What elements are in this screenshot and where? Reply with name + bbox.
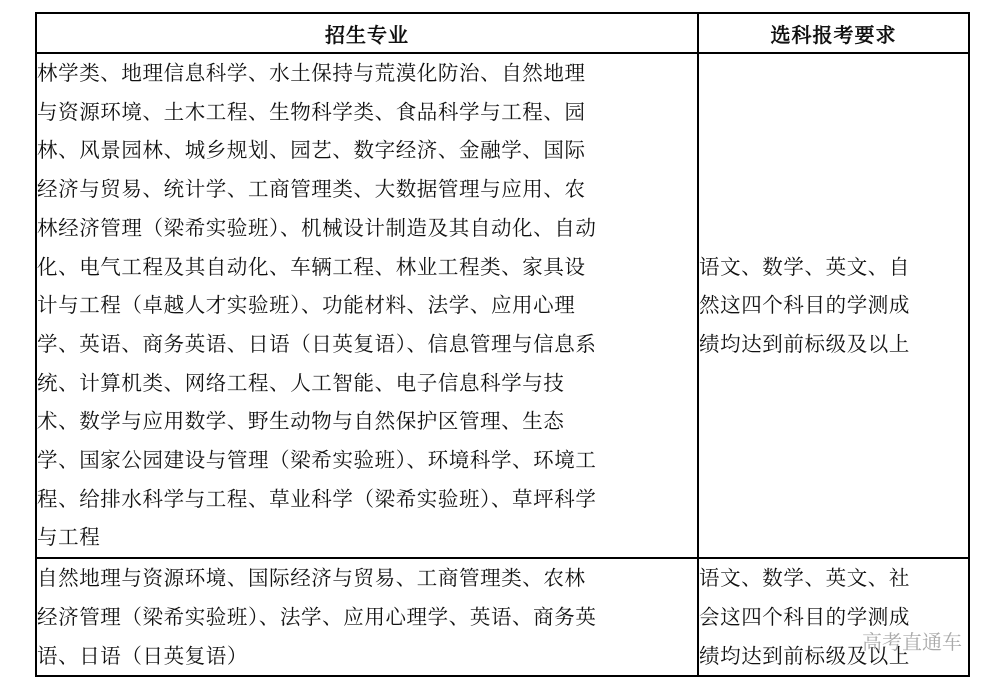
table-row xyxy=(36,558,969,676)
requirement-line: 然这四个科目的学测成 xyxy=(699,293,910,318)
majors-line: 统、计算机类、网络工程、人工智能、电子信息科学与技 xyxy=(37,370,565,395)
majors-line: 语、日语（日英复语） xyxy=(37,643,248,668)
majors-line: 与工程 xyxy=(37,525,101,550)
requirement-line: 语文、数学、英文、自 xyxy=(699,254,910,279)
requirement-cell xyxy=(698,558,969,676)
requirement-line: 会这四个科目的学测成 xyxy=(699,604,910,629)
majors-line: 计与工程（卓越人才实验班）、功能材料、法学、应用心理 xyxy=(37,293,576,318)
majors-cell xyxy=(36,53,698,558)
majors-line: 术、数学与应用数学、野生动物与自然保护区管理、生态 xyxy=(37,409,565,434)
majors-line: 林、风景园林、城乡规划、园艺、数字经济、金融学、国际 xyxy=(37,138,586,163)
majors-line: 程、给排水科学与工程、草业科学（梁希实验班）、草坪科学 xyxy=(37,486,597,511)
table-row xyxy=(36,53,969,558)
majors-line: 与资源环境、土木工程、生物科学类、食品科学与工程、园 xyxy=(37,99,586,124)
requirement-line: 语文、数学、英文、社 xyxy=(699,566,910,591)
majors-line: 学、英语、商务英语、日语（日英复语）、信息管理与信息系 xyxy=(37,331,597,356)
majors-line: 自然地理与资源环境、国际经济与贸易、工商管理类、农林 xyxy=(37,566,586,591)
requirement-line: 绩均达到前标级及以上 xyxy=(699,643,910,668)
header-major: 招生专业 xyxy=(36,13,698,53)
majors-line: 经济与贸易、统计学、工商管理类、大数据管理与应用、农 xyxy=(37,177,586,202)
majors-line: 学、国家公园建设与管理（梁希实验班）、环境科学、环境工 xyxy=(37,448,597,473)
majors-line: 林经济管理（梁希实验班）、机械设计制造及其自动化、自动 xyxy=(37,215,597,240)
majors-line: 化、电气工程及其自动化、车辆工程、林业工程类、家具设 xyxy=(37,254,586,279)
watermark-text: 高考直通车 xyxy=(862,630,962,654)
majors-cell xyxy=(36,558,698,676)
majors-line: 林学类、地理信息科学、水土保持与荒漠化防治、自然地理 xyxy=(37,61,586,85)
header-requirement: 选科报考要求 xyxy=(698,13,969,53)
requirement-cell xyxy=(698,53,969,558)
table-header-row xyxy=(36,13,969,53)
majors-line: 经济管理（梁希实验班）、法学、应用心理学、英语、商务英 xyxy=(37,604,597,629)
admissions-requirements-table xyxy=(35,12,970,677)
requirement-line: 绩均达到前标级及以上 xyxy=(699,331,910,356)
